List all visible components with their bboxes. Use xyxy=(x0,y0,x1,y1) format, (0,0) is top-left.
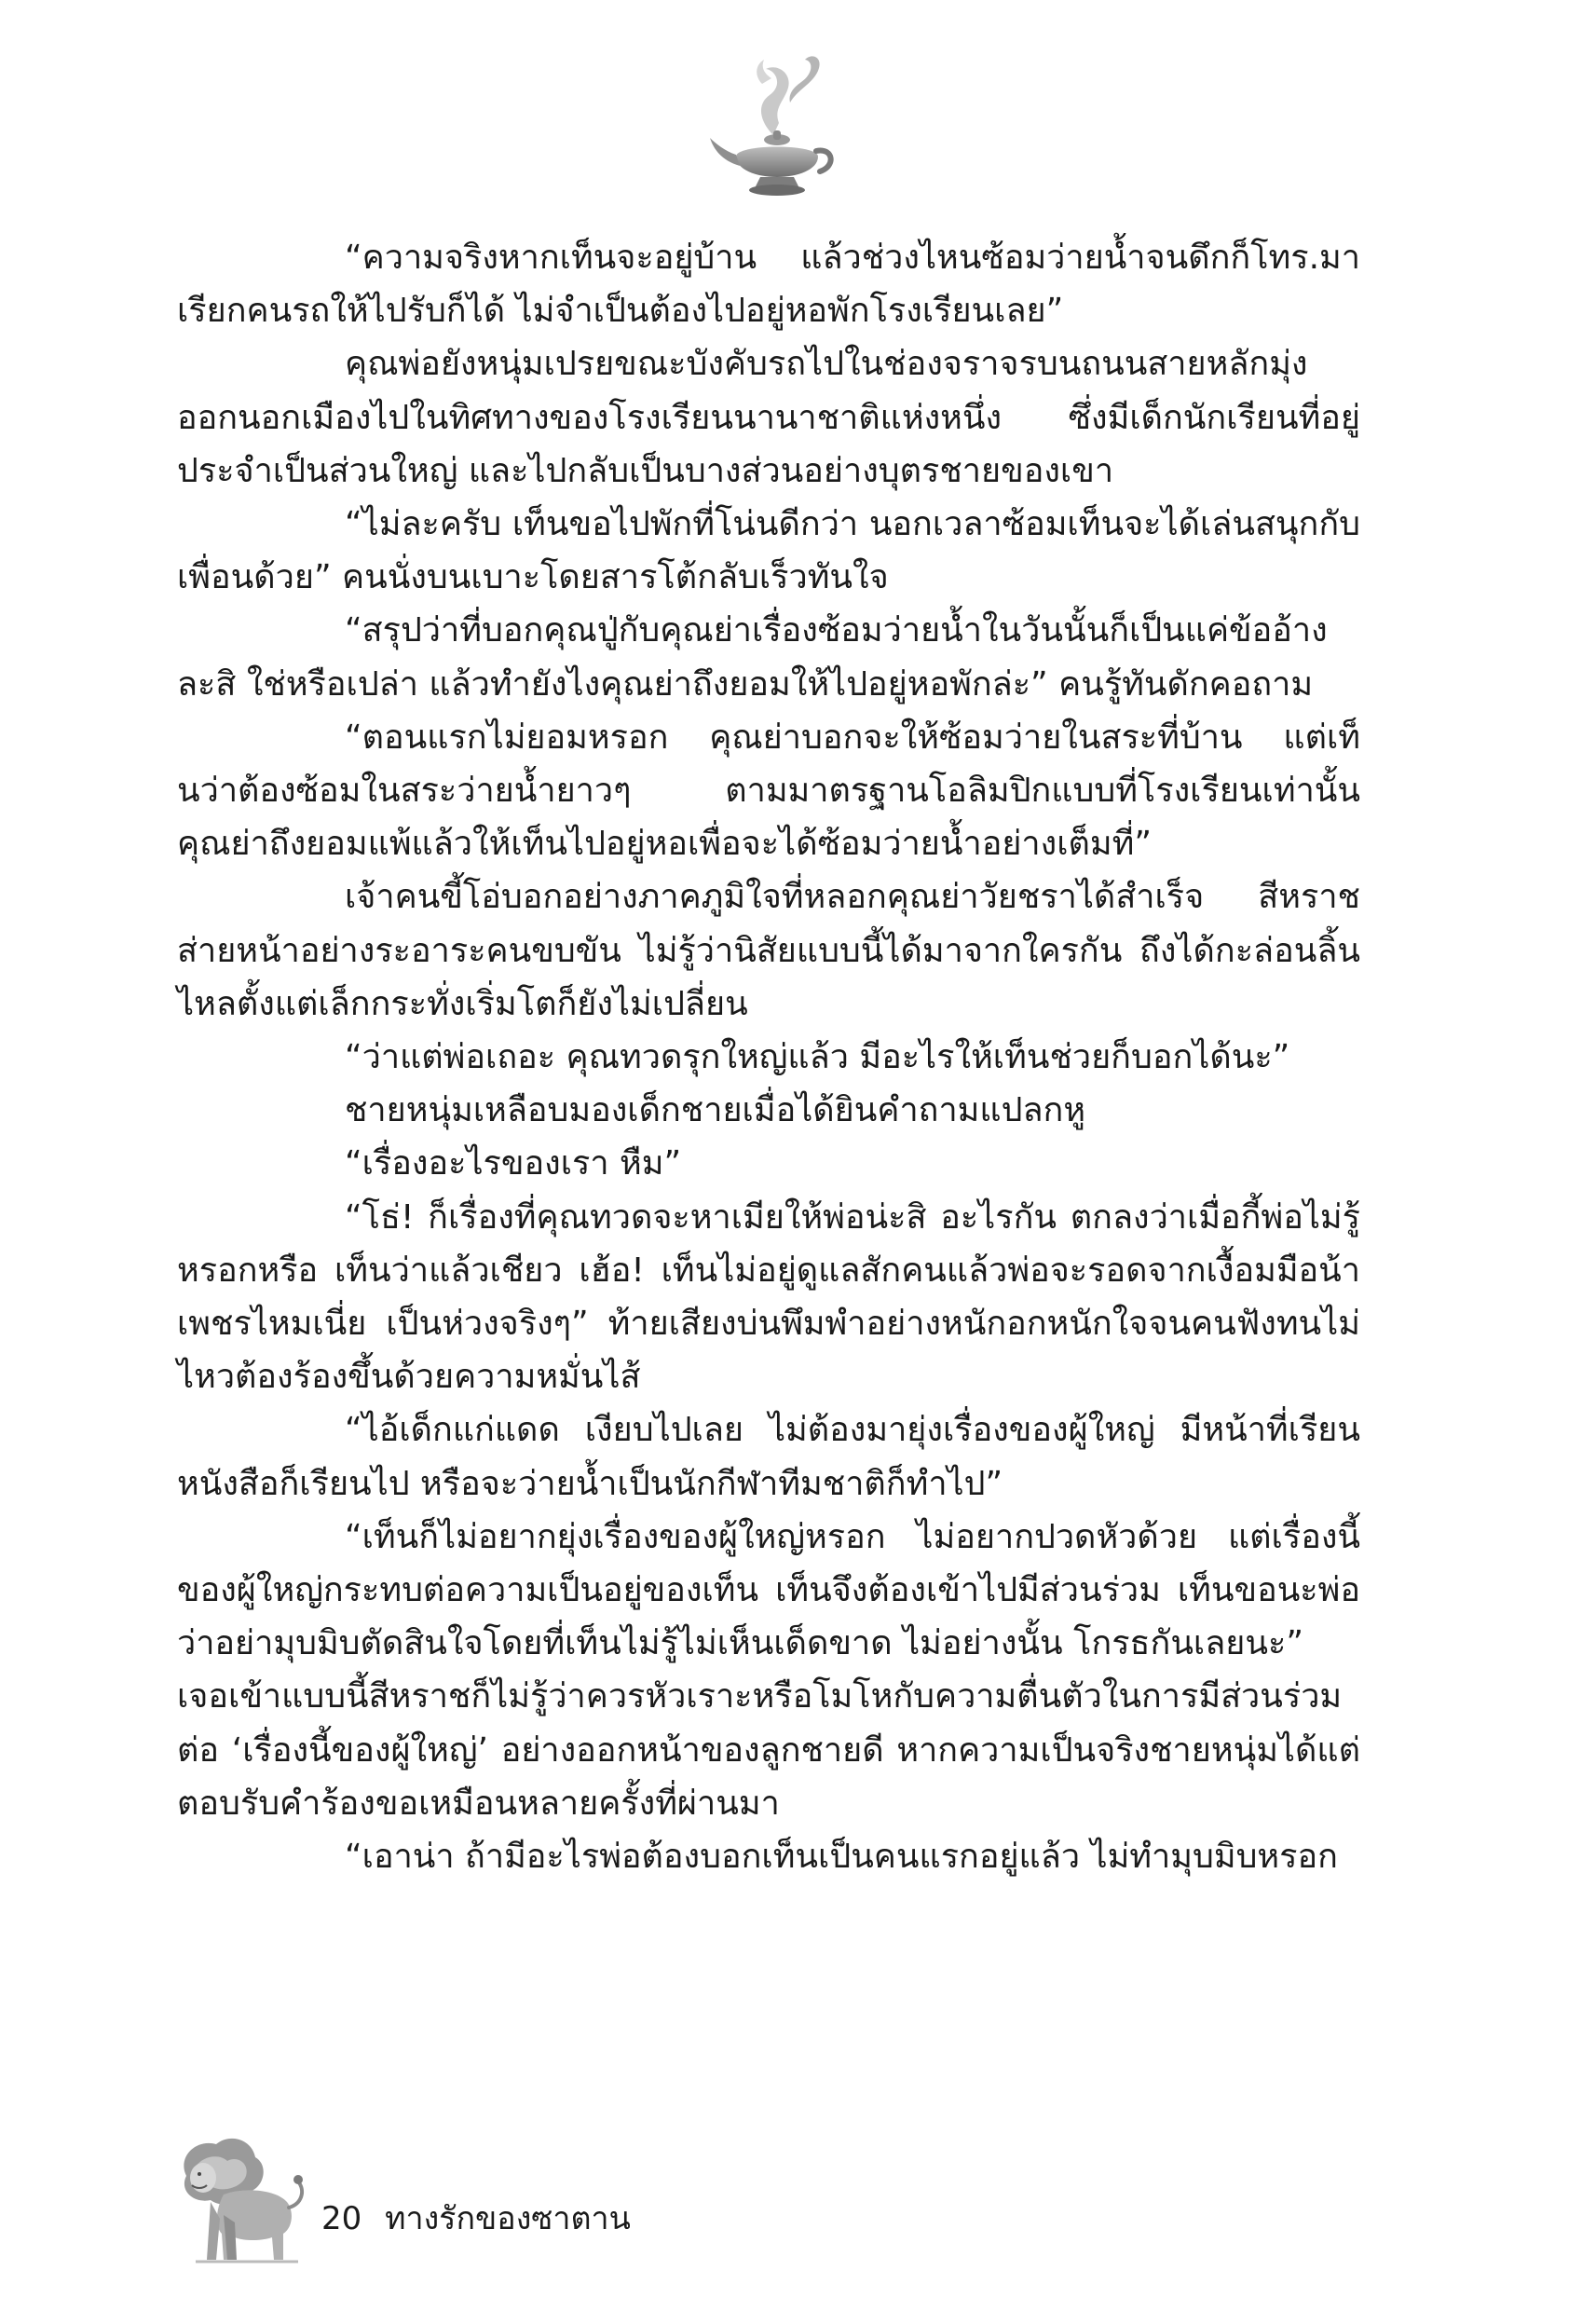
paragraph: “ตอนแรกไม่ยอมหรอก คุณย่าบอกจะให้ซ้อมว่ายในสระที่บ้าน แต่เท็นว่าต้องซ้อมในสระว่ายน้ำยาวๆ ตามมาตรฐานโอลิมปิกแบบที่โรงเรียนเท่านั้น คุณย่าถึงยอมแพ้แล้วให้เท็นไปอยู่หอเพื่อจะได้ซ้อมว่ายน้ำอย่างเต็มที่” xyxy=(177,718,1360,864)
book-title: ทางรักของซาตาน xyxy=(385,2200,631,2237)
paragraph: ชายหนุ่มเหลือบมองเด็กชายเมื่อได้ยินคำถามแปลกหู xyxy=(345,1091,1086,1130)
footer-text xyxy=(321,2200,631,2237)
paragraph: “ความจริงหากเท็นจะอยู่บ้าน แล้วช่วงไหนซ้อมว่ายน้ำจนดึกก็โทร.มาเรียกคนรถให้ไปรับก็ได้ ไม่จำเป็นต้องไปอยู่หอพักโรงเรียนเลย” xyxy=(177,239,1360,331)
paragraph: คุณพ่อยังหนุ่มเปรยขณะบังคับรถไปในช่องจราจรบนถนนสายหลักมุ่งออกนอกเมืองไปในทิศทางของโรงเรียนนานาชาติแห่งหนึ่ง ซึ่งมีเด็กนักเรียนที่อยู่ประจำเป็นส่วนใหญ่ และไปกลับเป็นบางส่วนอย่างบุตรชายของเขา xyxy=(177,345,1360,490)
paragraph: “เท็นก็ไม่อยากยุ่งเรื่องของผู้ใหญ่หรอก ไม่อยากปวดหัวด้วย แต่เรื่องนี้ของผู้ใหญ่กระทบต่อความเป็นอยู่ของเท็น เท็นจึงต้องเข้าไปมีส่วนร่วม เท็นขอนะพ่อ ว่าอย่ามุบมิบตัดสินใจโดยที่เท็นไม่รู้ไม่เห็นเด็ดขาด ไม่อย่างนั้น โกรธกันเลยนะ” xyxy=(177,1517,1360,1663)
lion-icon xyxy=(158,2129,307,2269)
paragraph: “เรื่องอะไรของเรา หืม” xyxy=(345,1144,682,1183)
paragraph: “ไม่ละครับ เท็นขอไปพักที่โน่นดีกว่า นอกเวลาซ้อมเท็นจะได้เล่นสนุกกับเพื่อนด้วย” คนนั่งบนเบาะโดยสารโต้กลับเร็วทันใจ xyxy=(177,505,1360,597)
paragraph: “โธ่! ก็เรื่องที่คุณทวดจะหาเมียให้พ่อน่ะสิ อะไรกัน ตกลงว่าเมื่อกี้พ่อไม่รู้หรอกหรือ เท็นว่าแล้วเชียว เฮ้อ! เท็นไม่อยู่ดูแลสักคนแล้วพ่อจะรอดจากเงื้อมมือน้าเพชรไหมเนี่ย เป็นห่วงจริงๆ” ท้ายเสียงบ่นพึมพำอย่างหนักอกหนักใจจนคนฟังทนไม่ไหวต้องร้องขึ้นด้วยความหมั่นไส้ xyxy=(177,1197,1360,1397)
paragraph: “ไอ้เด็กแก่แดด เงียบไปเลย ไม่ต้องมายุ่งเรื่องของผู้ใหญ่ มีหน้าที่เรียนหนังสือก็เรียนไป หรือจะว่ายน้ำเป็นนักกีฬาทีมชาติก็ทำไป” xyxy=(177,1411,1360,1503)
paragraph: เจ้าคนขี้โอ่บอกอย่างภาคภูมิใจที่หลอกคุณย่าวัยชราได้สำเร็จ สีหราชส่ายหน้าอย่างระอาระคนขบขัน ไม่รู้ว่านิสัยแบบนี้ได้มาจากใครกัน ถึงได้กะล่อนลิ้นไหลตั้งแต่เล็กกระทั่งเริ่มโตก็ยังไม่เปลี่ยน xyxy=(177,878,1360,1023)
paragraph: เจอเข้าแบบนี้สีหราชก็ไม่รู้ว่าควรหัวเราะหรือโมโหกับความตื่นตัวในการมีส่วนร่วมต่อ ‘เรื่องนี้ของผู้ใหญ่’ อย่างออกหน้าของลูกชายดี หากความเป็นจริงชายหนุ่มได้แต่ตอบรับคำร้องขอเหมือนหลายครั้งที่ผ่านมา xyxy=(177,1677,1360,1823)
page-footer xyxy=(158,2129,811,2269)
page-number: 20 xyxy=(321,2200,362,2237)
paragraph: “สรุปว่าที่บอกคุณปู่กับคุณย่าเรื่องซ้อมว่ายน้ำในวันนั้นก็เป็นแค่ข้ออ้างละสิ ใช่หรือเปล่า แล้วทำยังไงคุณย่าถึงยอมให้ไปอยู่หอพักล่ะ” คนรู้ทันดักคอถาม xyxy=(177,611,1328,704)
paragraph: “ว่าแต่พ่อเถอะ คุณทวดรุกใหญ่แล้ว มีอะไรให้เท็นช่วยก็บอกได้นะ” xyxy=(345,1038,1290,1077)
genie-lamp-icon xyxy=(708,47,839,205)
paragraph: “เอาน่า ถ้ามีอะไรพ่อต้องบอกเท็นเป็นคนแรกอยู่แล้ว ไม่ทำมุบมิบหรอก xyxy=(345,1838,1338,1877)
body-text xyxy=(177,231,1360,1883)
